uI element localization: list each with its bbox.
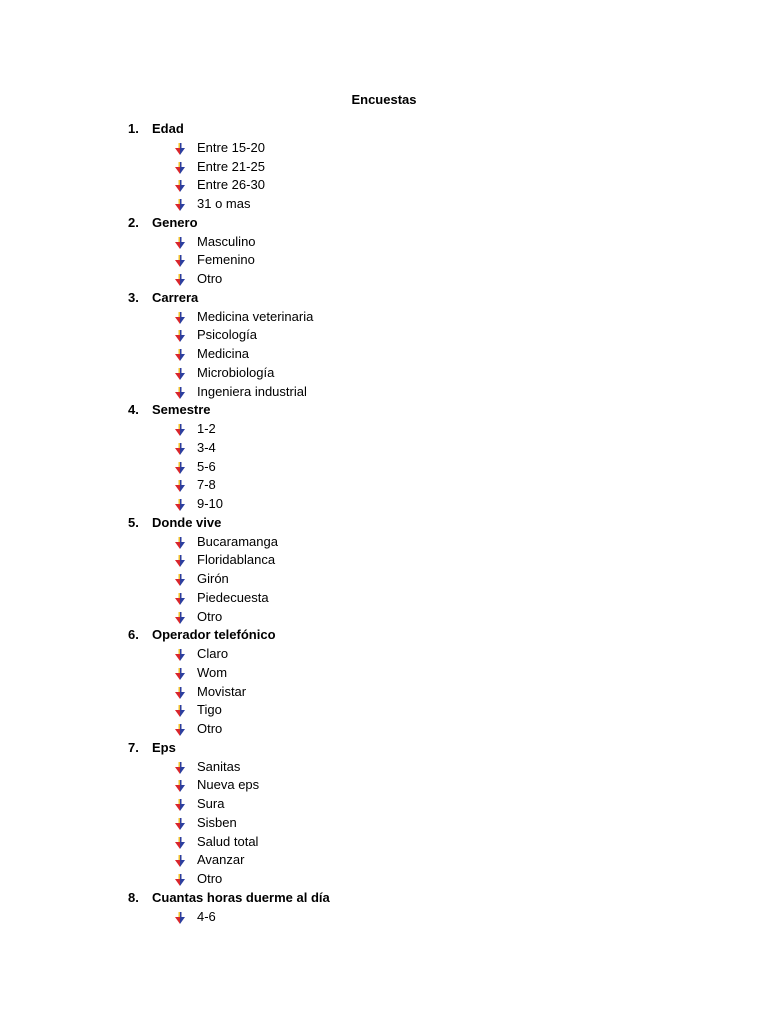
answer-option	[0, 533, 768, 552]
question-text: Donde vive	[152, 514, 222, 530]
arrow-down-bullet-icon	[174, 649, 186, 661]
answer-option-text: Entre 21-25	[197, 158, 265, 174]
arrow-down-bullet-icon	[174, 574, 186, 586]
survey-question-list	[0, 120, 768, 926]
question-number: 2.	[128, 214, 139, 230]
answer-option	[0, 158, 768, 177]
survey-question	[0, 514, 768, 533]
answer-option	[0, 176, 768, 195]
question-text: Eps	[152, 739, 176, 755]
answer-option	[0, 420, 768, 439]
arrow-down-bullet-icon	[174, 199, 186, 211]
answer-option	[0, 908, 768, 927]
question-number: 8.	[128, 889, 139, 905]
answer-option-text: Movistar	[197, 683, 247, 699]
answer-option-text: Masculino	[197, 233, 256, 249]
answer-option	[0, 233, 768, 252]
answer-option-text: Nueva eps	[197, 777, 260, 793]
answer-option-text: 4-6	[197, 908, 216, 924]
arrow-down-bullet-icon	[174, 612, 186, 624]
answer-option	[0, 683, 768, 702]
answer-option-text: Wom	[197, 664, 228, 680]
question-number: 1.	[128, 121, 139, 136]
answer-option-text: Otro	[197, 721, 223, 736]
arrow-down-bullet-icon	[174, 593, 186, 605]
answer-option	[0, 308, 768, 327]
survey-question	[0, 739, 768, 758]
arrow-down-bullet-icon	[174, 837, 186, 849]
arrow-down-bullet-icon	[174, 387, 186, 399]
answer-option-text: Girón	[197, 571, 229, 586]
survey-question	[0, 889, 768, 908]
answer-option-text: Otro	[197, 871, 223, 886]
answer-option	[0, 326, 768, 345]
arrow-down-bullet-icon	[174, 874, 186, 886]
answer-option-text: Sanitas	[197, 758, 241, 774]
answer-option-text: Sura	[197, 796, 225, 811]
answer-option-text: Bucaramanga	[197, 533, 278, 549]
arrow-down-bullet-icon	[174, 237, 186, 249]
question-text: Semestre	[152, 402, 211, 418]
arrow-down-bullet-icon	[174, 180, 186, 192]
answer-option	[0, 851, 768, 870]
answer-option-text: Otro	[197, 608, 223, 624]
arrow-down-bullet-icon	[174, 462, 186, 474]
answer-option	[0, 458, 768, 477]
question-text: Cuantas horas duerme al día	[152, 889, 330, 905]
arrow-down-bullet-icon	[174, 443, 186, 455]
question-number: 5.	[128, 514, 139, 530]
answer-option-text: Entre 26-30	[197, 177, 265, 193]
answer-option-text: Otro	[197, 271, 223, 286]
survey-question	[0, 289, 768, 308]
answer-option-text: Ingeniera industrial	[197, 383, 307, 399]
document-title: Encuestas	[351, 92, 417, 107]
answer-option-text: 3-4	[197, 439, 216, 455]
answer-option	[0, 551, 768, 570]
arrow-down-bullet-icon	[174, 424, 186, 436]
answer-option	[0, 776, 768, 795]
arrow-down-bullet-icon	[174, 162, 186, 174]
answer-option	[0, 139, 768, 158]
survey-question	[0, 401, 768, 420]
arrow-down-bullet-icon	[174, 330, 186, 342]
arrow-down-bullet-icon	[174, 537, 186, 549]
answer-option	[0, 195, 768, 214]
arrow-down-bullet-icon	[174, 499, 186, 511]
answer-option	[0, 814, 768, 833]
arrow-down-bullet-icon	[174, 274, 186, 286]
answer-option	[0, 664, 768, 683]
answer-option-text: 1-2	[197, 421, 216, 436]
arrow-down-bullet-icon	[174, 705, 186, 717]
answer-option	[0, 645, 768, 664]
answer-option-text: 5-6	[197, 458, 216, 474]
arrow-down-bullet-icon	[174, 762, 186, 774]
survey-question	[0, 120, 768, 139]
answer-option-text: Salud total	[197, 833, 259, 849]
arrow-down-bullet-icon	[174, 799, 186, 811]
answer-option-text: Floridablanca	[197, 552, 276, 568]
question-number: 3.	[128, 289, 139, 305]
arrow-down-bullet-icon	[174, 855, 186, 867]
answer-option	[0, 608, 768, 627]
answer-option	[0, 720, 768, 739]
arrow-down-bullet-icon	[174, 818, 186, 830]
arrow-down-bullet-icon	[174, 312, 186, 324]
answer-option-text: Microbiología	[197, 364, 275, 380]
answer-option	[0, 364, 768, 383]
answer-option	[0, 758, 768, 777]
answer-option-text: Entre 15-20	[197, 139, 265, 155]
answer-option-text: Medicina veterinaria	[197, 308, 314, 324]
answer-option-text: 9-10	[197, 496, 224, 511]
answer-option-text: Tigo	[197, 702, 222, 718]
arrow-down-bullet-icon	[174, 349, 186, 361]
arrow-down-bullet-icon	[174, 912, 186, 924]
answer-option	[0, 345, 768, 364]
arrow-down-bullet-icon	[174, 368, 186, 380]
answer-option	[0, 701, 768, 720]
arrow-down-bullet-icon	[174, 780, 186, 792]
answer-option	[0, 270, 768, 289]
survey-question	[0, 214, 768, 233]
question-text: Operador telefónico	[152, 627, 276, 643]
answer-option-text: Sisben	[197, 814, 237, 830]
arrow-down-bullet-icon	[174, 480, 186, 492]
answer-option	[0, 589, 768, 608]
answer-option	[0, 476, 768, 495]
question-number: 6.	[128, 627, 139, 643]
answer-option	[0, 833, 768, 852]
question-text: Carrera	[152, 289, 199, 305]
answer-option	[0, 251, 768, 270]
answer-option-text: Psicología	[197, 327, 257, 343]
answer-option-text: Medicina	[197, 346, 250, 361]
answer-option	[0, 495, 768, 514]
arrow-down-bullet-icon	[174, 687, 186, 699]
answer-option	[0, 795, 768, 814]
answer-option-text: 31 o mas	[197, 196, 251, 211]
question-text: Genero	[152, 214, 198, 230]
answer-option-text: 7-8	[197, 477, 216, 493]
question-number: 7.	[128, 739, 139, 755]
answer-option-text: Avanzar	[197, 852, 245, 868]
arrow-down-bullet-icon	[174, 555, 186, 567]
survey-question	[0, 626, 768, 645]
answer-option	[0, 383, 768, 402]
arrow-down-bullet-icon	[174, 255, 186, 267]
answer-option-text: Piedecuesta	[197, 589, 269, 605]
answer-option	[0, 870, 768, 889]
question-text: Edad	[152, 121, 184, 136]
arrow-down-bullet-icon	[174, 668, 186, 680]
answer-option	[0, 439, 768, 458]
answer-option	[0, 570, 768, 589]
arrow-down-bullet-icon	[174, 724, 186, 736]
answer-option-text: Femenino	[197, 252, 255, 268]
question-number: 4.	[128, 402, 139, 418]
arrow-down-bullet-icon	[174, 143, 186, 155]
answer-option-text: Claro	[197, 646, 229, 661]
